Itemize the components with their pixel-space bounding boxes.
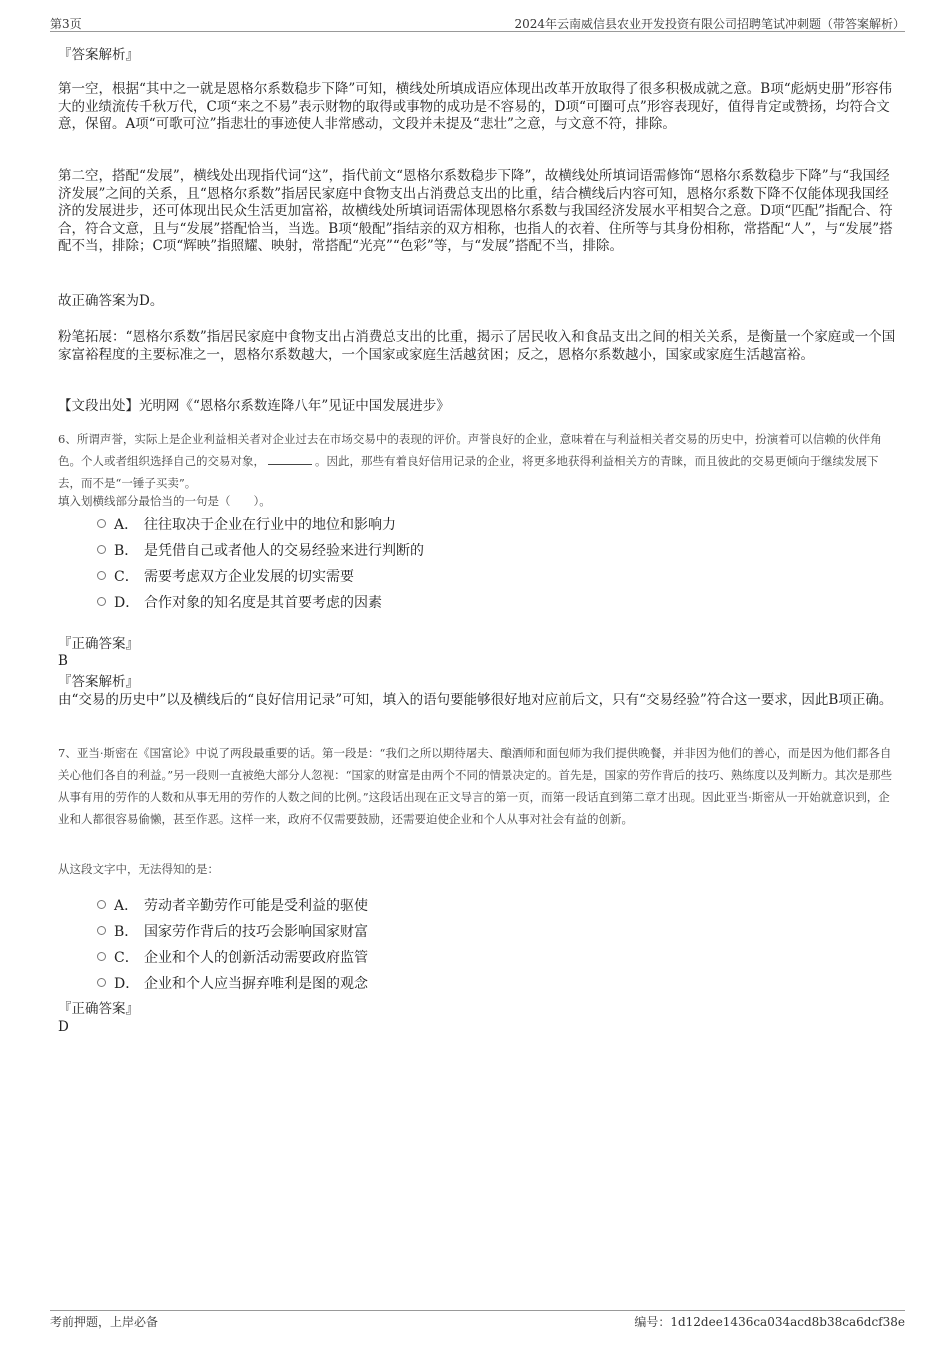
q6-stem xyxy=(58,428,898,494)
q6-option-c[interactable]: C． 需要考虑双方企业发展的切实需要 xyxy=(97,566,354,586)
q6-analysis: 由“交易的历史中”以及横线后的“良好信用记录”可知，填入的语句要能够很好地对应前后文，只有“交易经验”符合这一要求，因此B项正确。 xyxy=(58,692,893,708)
q6-answer: B xyxy=(58,653,68,669)
radio-icon[interactable] xyxy=(97,519,106,528)
radio-icon[interactable] xyxy=(97,926,106,935)
q6-answer-label: 『正确答案』 xyxy=(58,636,139,652)
footer-divider xyxy=(50,1310,905,1311)
q5-conclusion: 故正确答案为D。 xyxy=(58,293,164,309)
page-header xyxy=(50,12,905,32)
footer-slogan: 考前押题，上岸必备 xyxy=(50,1315,159,1329)
q7-option-d[interactable]: D． 企业和个人应当摒弃唯利是图的观念 xyxy=(97,973,368,993)
q7-answer: D xyxy=(58,1019,69,1035)
q5-extension: 粉笔拓展：“恩格尔系数”指居民家庭中食物支出占消费总支出的比重，揭示了居民收入和食品支出之间的相关关系，是衡量一个家庭或一个国家富裕程度的主要标准之一，恩格尔系数越大，一个国家或家庭生活越贫困；反之，恩格尔系数越小，国家或家庭生活越富裕。 xyxy=(58,329,896,363)
radio-icon[interactable] xyxy=(97,978,106,987)
radio-icon[interactable] xyxy=(97,545,106,554)
header-divider xyxy=(50,31,905,32)
q7-option-a[interactable]: A． 劳动者辛勤劳作可能是受利益的驱使 xyxy=(97,895,368,915)
q6-stem-part2: 。因此，那些有着良好信用记录的企业，将更多地获得利益相关方的青睐，而且彼此的交易更倾向于继续发展下去，而不是“一锤子买卖”。 xyxy=(58,454,879,490)
q6-analysis-label: 『答案解析』 xyxy=(58,674,139,690)
q6-prompt: 填入划横线部分最恰当的一句是（ ）。 xyxy=(58,494,271,508)
q5-analysis-p2: 第二空，搭配“发展”，横线处出现指代词“这”，指代前文“恩格尔系数稳步下降”，故横线处所填词语需修饰“恩格尔系数稳步下降”与“我国经济发展”之间的关系，且“恩格尔系数”指居民家庭中食物支出占消费总支出的比重，结合横线后内容可知，恩格尔系数下降不仅能体现我国经济的发展进步，还可体现出民众生活更加富裕，故横线处所填词语需体现恩格尔系数与我国经济发展水平相契合之意。D项“匹配”指配合、符合，符合文意，且与“发展”搭配恰当，当选。B项“般配”指结亲的双方相称，也指人的衣着、住所等与其身份相称，常搭配“人”，与“发展”搭配不当，排除；C项“辉映”指照耀、映射，常搭配“光亮”“色彩”等，与“发展”搭配不当，排除。 xyxy=(58,168,893,254)
q6-stem-part1: 6、所谓声誉，实际上是企业利益相关者对企业过去在市场交易中的表现的评价。声誉良好的企业，意味着在与利益相关者交易的历史中，扮演着可以信赖的伙伴角色。个人或者组织选择自己的交易对象， xyxy=(58,432,882,468)
radio-icon[interactable] xyxy=(97,900,106,909)
q5-analysis-p1: 第一空，根据“其中之一就是恩格尔系数稳步下降”可知，横线处所填成语应体现出改革开放取得了很多积极成就之意。B项“彪炳史册”形容伟大的业绩流传千秋万代，C项“来之不易”表示财物的取得或事物的成功是不容易的，D项“可圈可点”形容表现好，值得肯定或赞扬，均符合文意，保留。A项“可歌可泣”指悲壮的事迹使人非常感动，文段并未提及“悲壮”之意，与文意不符，排除。 xyxy=(58,81,893,132)
document-id: 编号：1d12dee1436ca034acd8b38ca6dcf38e xyxy=(634,1315,905,1329)
q5-source: 【文段出处】光明网《“恩格尔系数连降八年”见证中国发展进步》 xyxy=(58,398,450,414)
radio-icon[interactable] xyxy=(97,571,106,580)
q7-stem: 7、亚当·斯密在《国富论》中说了两段最重要的话。第一段是：“我们之所以期待屠夫、酿酒师和面包师为我们提供晚餐，并非因为他们的善心，而是因为他们都各自关心他们各自的利益。”另一段则一直被绝大部分人忽视：“国家的财富是由两个不同的情景决定的。首先是，国家的劳作背后的技巧、熟练度以及判断力。其次是那些从事有用的劳作的人数和从事无用的劳作的人数之间的比例。”这段话出现在正文导言的第一页，而第一段话直到第二章才出现。因此亚当·斯密从一开始就意识到，企业和人都很容易偷懒，甚至作恶。这样一来，政府不仅需要鼓励，还需要迫使企业和个人从事对社会有益的创新。 xyxy=(58,746,892,826)
q6-option-b[interactable]: B． 是凭借自己或者他人的交易经验来进行判断的 xyxy=(97,540,424,560)
document-title: 2024年云南威信县农业开发投资有限公司招聘笔试冲刺题（带答案解析） xyxy=(514,17,905,31)
radio-icon[interactable] xyxy=(97,952,106,961)
q5-analysis-label: 『答案解析』 xyxy=(58,47,139,63)
answer-blank xyxy=(268,453,312,465)
q6-option-d[interactable]: D． 合作对象的知名度是其首要考虑的因素 xyxy=(97,592,382,612)
q7-answer-label: 『正确答案』 xyxy=(58,1001,139,1017)
page-number: 第3页 xyxy=(50,17,82,31)
q7-option-b[interactable]: B． 国家劳作背后的技巧会影响国家财富 xyxy=(97,921,368,941)
q6-option-a[interactable]: A． 往往取决于企业在行业中的地位和影响力 xyxy=(97,514,396,534)
q7-prompt: 从这段文字中，无法得知的是： xyxy=(58,862,219,876)
radio-icon[interactable] xyxy=(97,597,106,606)
q7-option-c[interactable]: C． 企业和个人的创新活动需要政府监管 xyxy=(97,947,368,967)
